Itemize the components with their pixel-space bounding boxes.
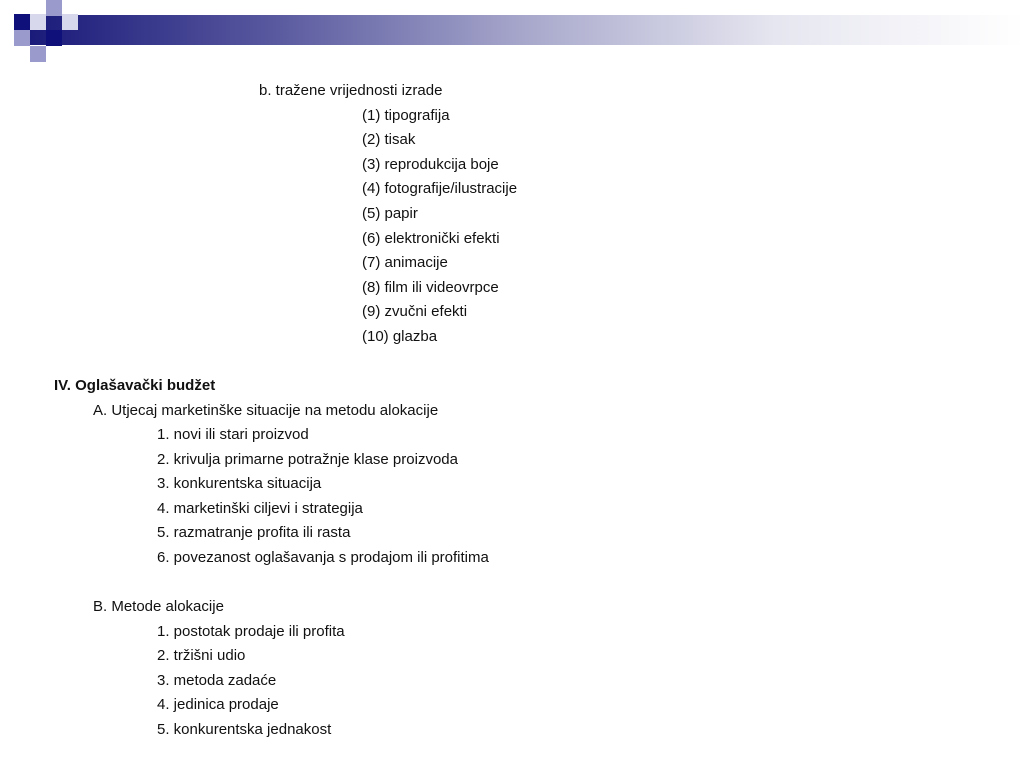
section-b-item: (10) glazba <box>362 328 438 345</box>
header-gradient-bar <box>30 15 1024 45</box>
section-b-item: (7) animacije <box>362 254 448 271</box>
section-b-item: (5) papir <box>362 205 418 222</box>
section-b-item: (2) tisak <box>362 131 416 148</box>
part-a-heading: A. Utjecaj marketinške situacije na metodu alokacije <box>93 402 439 419</box>
part-b-item: 3. metoda zadaće <box>157 672 277 689</box>
decor-square-mid <box>30 46 46 62</box>
decor-square-dark <box>46 30 62 46</box>
part-a-item: 5. razmatranje profita ili rasta <box>157 524 351 541</box>
part-a-item: 2. krivulja primarne potražnje klase proizvoda <box>157 451 458 468</box>
section-b-item: (9) zvučni efekti <box>362 303 468 320</box>
part-a-item: 6. povezanost oglašavanja s prodajom ili profitima <box>157 549 489 566</box>
section-b-item: (1) tipografija <box>362 107 450 124</box>
decor-square-light <box>62 14 78 30</box>
part-b-item: 1. postotak prodaje ili profita <box>157 623 345 640</box>
part-a-item: 4. marketinški ciljevi i strategija <box>157 500 363 517</box>
section-b-item: (4) fotografije/ilustracije <box>362 180 518 197</box>
part-b-heading: B. Metode alokacije <box>93 598 224 615</box>
part-a-item: 1. novi ili stari proizvod <box>157 426 309 443</box>
section-iv-title: IV. Oglašavački budžet <box>54 377 216 394</box>
part-b-item: 4. jedinica prodaje <box>157 696 279 713</box>
section-b-item: (6) elektronički efekti <box>362 230 500 247</box>
decor-square-mid <box>14 30 30 46</box>
decor-square-dark <box>14 14 30 30</box>
part-b-item: 2. tržišni udio <box>157 647 246 664</box>
part-a-item: 3. konkurentska situacija <box>157 475 322 492</box>
section-b-item: (3) reprodukcija boje <box>362 156 499 173</box>
decor-square-mid <box>46 0 62 16</box>
section-b-header: b. tražene vrijednosti izrade <box>259 82 443 99</box>
part-b-item: 5. konkurentska jednakost <box>157 721 332 738</box>
decor-square-light <box>30 14 46 30</box>
section-b-item: (8) film ili videovrpce <box>362 279 499 296</box>
